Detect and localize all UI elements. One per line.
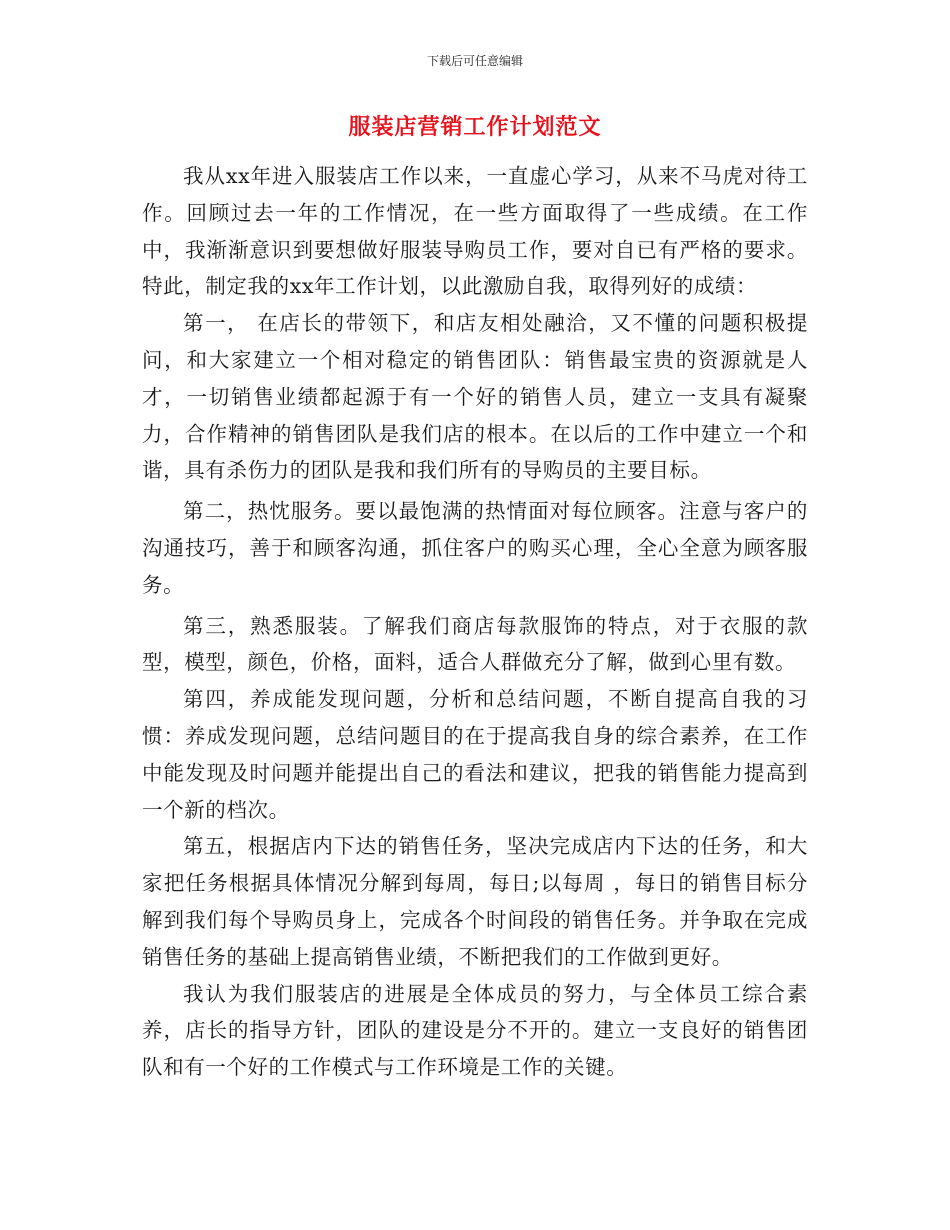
paragraph-point-4: 第四，养成能发现问题，分析和总结问题，不断自提高自我的习惯：养成发现问题，总结问题目的在于提高我自身的综合素养，在工作中能发现及时问题并能提出自己的看法和建议，把我的销售能力提高到一个新的档次。 bbox=[142, 687, 808, 822]
document-title: 服装店营销工作计划范文 bbox=[348, 114, 602, 140]
header-note: 下载后可任意编辑 bbox=[426, 54, 523, 68]
document-body bbox=[142, 158, 808, 1086]
paragraph-conclusion: 我认为我们服装店的进展是全体成员的努力，与全体员工综合素养，店长的指导方针，团队的建设是分不开的。建立一支良好的销售团队和有一个好的工作模式与工作环境是工作的关键。 bbox=[142, 981, 808, 1080]
paragraph-point-3: 第三，熟悉服装。了解我们商店每款服饰的特点，对于衣服的款型，模型，颜色，价格，面料，适合人群做充分了解，做到心里有数。 bbox=[142, 613, 808, 675]
paragraph-point-2: 第二，热忱服务。要以最饱满的热情面对每位顾客。注意与客户的沟通技巧，善于和顾客沟通，抓住客户的购买心理，全心全意为顾客服务。 bbox=[142, 499, 808, 597]
paragraph-point-5: 第五，根据店内下达的销售任务，坚决完成店内下达的任务，和大家把任务根据具体情况分解到每周，每日;以每周 ，每日的销售目标分解到我们每个导购员身上，完成各个时间段的销售任务。并争取在完成销售任务的基础上提高销售业绩，不断把我们的工作做到更好。 bbox=[142, 834, 808, 969]
paragraph-point-1: 第一， 在店长的带领下，和店友相处融洽，又不懂的问题积极提问，和大家建立一个相对稳定的销售团队：销售最宝贵的资源就是人才，一切销售业绩都起源于有一个好的销售人员，建立一支具有凝聚力，合作精神的销售团队是我们店的根本。在以后的工作中建立一个和谐，具有杀伤力的团队是我和我们所有的导购员的主要目标。 bbox=[142, 311, 808, 483]
paragraph-intro: 我从xx年进入服装店工作以来，一直虚心学习，从来不马虎对待工作。回顾过去一年的工作情况，在一些方面取得了一些成绩。在工作中，我渐渐意识到要想做好服装导购员工作，要对自已有严格的要求。特此，制定我的xx年工作计划，以此激励自我，取得列好的成绩： bbox=[142, 164, 808, 299]
